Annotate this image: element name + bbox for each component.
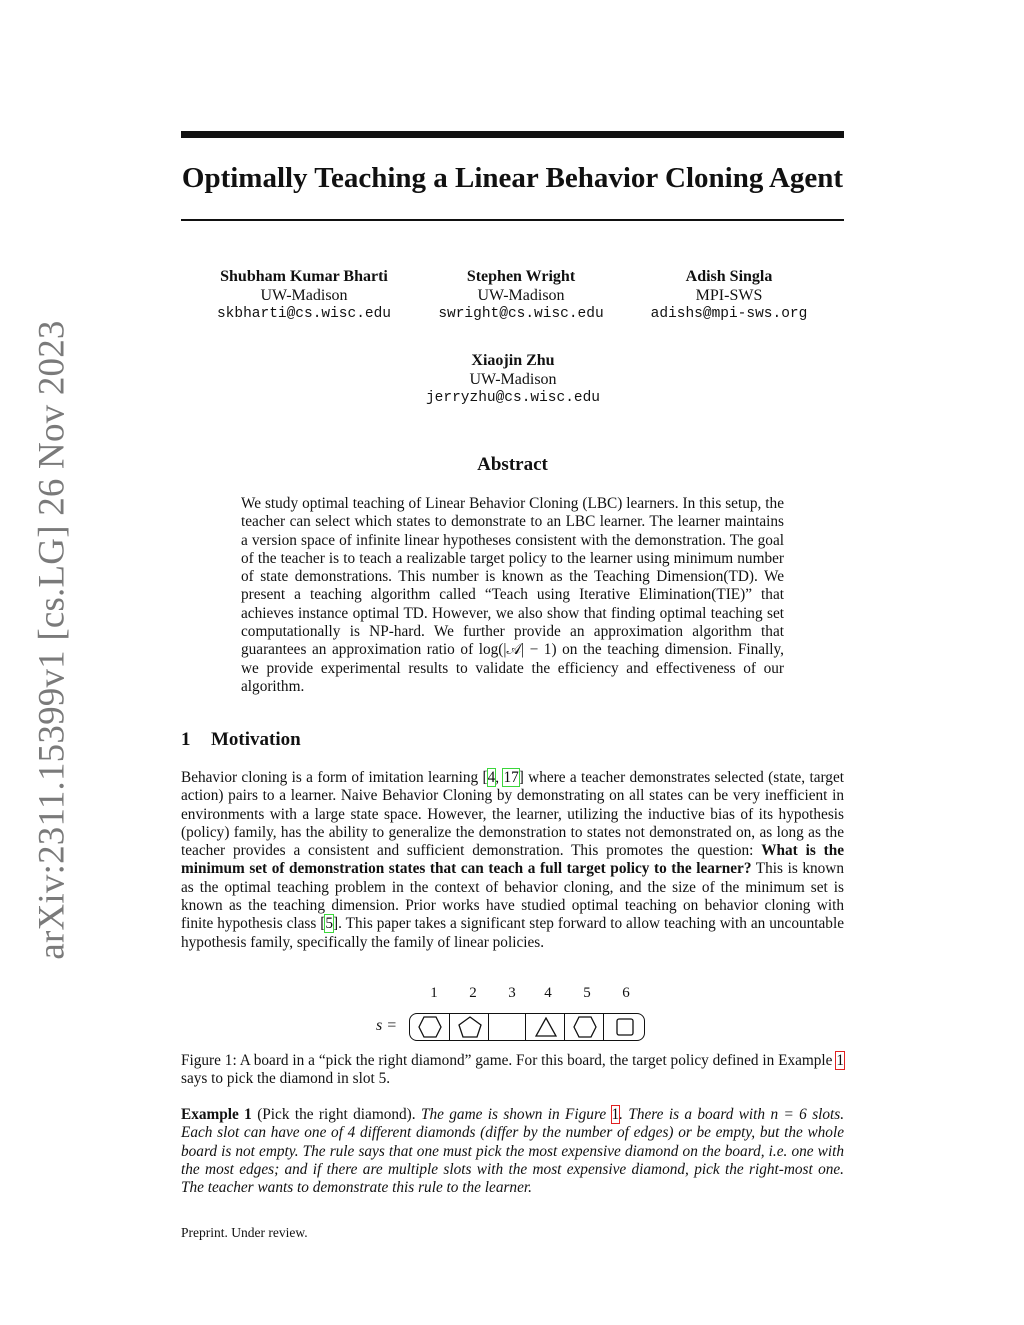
author-name: Stephen Wright [466, 268, 576, 285]
slot-number: 4 [544, 985, 552, 1001]
board-slot [603, 1014, 645, 1040]
board-slot [410, 1014, 449, 1040]
citation-link[interactable]: 5 [325, 915, 334, 933]
author-email[interactable]: jerryzhu@cs.wisc.edu [425, 390, 601, 406]
author-email[interactable]: adishs@mpi-sws.org [650, 306, 808, 322]
board-slot [525, 1014, 565, 1040]
paper-title: Optimally Teaching a Linear Behavior Cloning Agent [181, 162, 844, 194]
author-block [609, 267, 849, 324]
author-block [184, 267, 424, 324]
author-affiliation: UW-Madison [477, 287, 565, 304]
example-block: Example 1 (Pick the right diamond). The game is shown in Figure 1. There is a board with n = 6 slots. Each slot can have one of 4 different diamonds (differ by the number of edges) or be empty, but the whole board is not empty. The rule says that one must pick the most expensive diamond on the board, i.e. one with the most edges; and if there are multiple slots with the most expensive diamond, pick the right-most one. The teacher wants to demonstrate this rule to the learner. [181, 1106, 845, 1197]
abstract-text: We study optimal teaching of Linear Behavior Cloning (LBC) learners. In this setup, the teacher can select which states to demonstrate to an LBC learner. The learner maintains a version space of infinite linear hypotheses consistent with the demonstration. The goal of the teacher is to teach a realizable target policy to the learner using minimum number of state demonstrations. This number is known as the Teaching Dimension(TD). We present a teaching algorithm called “Teach using Iterative Elimination(TIE)” that achieves instance optimal TD. However, we also show that finding optimal teaching set computationally is NP-hard. We further provide an approximation algorithm that guarantees an approximation ratio of log(|𝒜| − 1) on the teaching dimension. Finally, we provide experimental results to validate the efficiency and effectiveness of our algorithm. [241, 495, 785, 695]
figure-board [370, 985, 660, 1045]
author-affiliation: UW-Madison [469, 371, 557, 388]
section-heading: 1 Motivation [181, 729, 301, 750]
author-block [401, 267, 641, 324]
citation-link[interactable]: 17 [503, 769, 519, 786]
hexagon-icon [573, 1016, 597, 1038]
motivation-paragraph: Behavior cloning is a form of imitation learning [4, 17] where a teacher demonstrates selected (state, target action) pairs to a learner. Naive Behavior Cloning by demonstrating on all states can be very inefficient in environments with a large state space. However, the learner, utilizing the inductive bias of its hypothesis (policy) family, has the ability to generalize the demonstration to states not demonstrated on, as long as the teacher provides a consistent and sufficient demonstration. This promotes the question: What is the minimum set of demonstration states that can teach a full target policy to the learner? This is known as the optimal teaching problem in the context of behavior cloning, and the size of the minimum set is known as the teaching dimension. Prior works have studied optimal teaching on behavior cloning with finite hypothesis class [5]. This paper takes a significant step forward to allow teaching with an uncountable hypothesis family, specifically the family of linear policies. [181, 769, 844, 951]
board-slot [564, 1014, 604, 1040]
board-slot-empty [488, 1014, 526, 1040]
author-name: Adish Singla [685, 268, 773, 285]
citation-link[interactable]: 4 [487, 769, 496, 786]
title-rule-bottom [181, 219, 844, 221]
triangle-icon [535, 1017, 557, 1037]
figure-ref-link[interactable]: 1 [611, 1106, 620, 1123]
author-affiliation: UW-Madison [260, 287, 348, 304]
board-slot [449, 1014, 489, 1040]
arxiv-identifier: arXiv:2311.15399v1 [cs.LG] 26 Nov 2023 [31, 320, 73, 960]
example-ref-link[interactable]: 1 [836, 1052, 844, 1069]
author-email[interactable]: skbharti@cs.wisc.edu [216, 306, 392, 322]
example-label: Example 1 [181, 1106, 252, 1123]
square-icon [616, 1018, 634, 1036]
state-label: s = [376, 1017, 398, 1034]
author-affiliation: MPI-SWS [695, 287, 763, 304]
hexagon-icon [418, 1016, 442, 1038]
example-math: n = 6 [770, 1106, 807, 1123]
author-name: Xiaojin Zhu [471, 352, 555, 369]
board [409, 1013, 645, 1041]
slot-number: 3 [508, 985, 516, 1001]
figure-caption: Figure 1: A board in a “pick the right diamond” game. For this board, the target policy defined in Example 1 says to pick the diamond in slot 5. [181, 1052, 844, 1088]
author-block [393, 351, 633, 408]
title-rule-top [181, 131, 844, 138]
slot-number: 5 [583, 985, 591, 1001]
abstract-math: log(|𝒜| − 1) [478, 641, 557, 659]
slot-number: 6 [622, 985, 630, 1001]
abstract-heading: Abstract [477, 454, 548, 475]
pentagon-icon [458, 1016, 482, 1038]
key-question: What is the minimum set of demonstration states that can teach a full target policy to the learner? [181, 842, 844, 878]
author-email[interactable]: swright@cs.wisc.edu [438, 306, 604, 322]
slot-number: 2 [469, 985, 477, 1001]
footer-note: Preprint. Under review. [181, 1225, 308, 1240]
author-name: Shubham Kumar Bharti [220, 268, 388, 285]
slot-number: 1 [430, 985, 438, 1001]
